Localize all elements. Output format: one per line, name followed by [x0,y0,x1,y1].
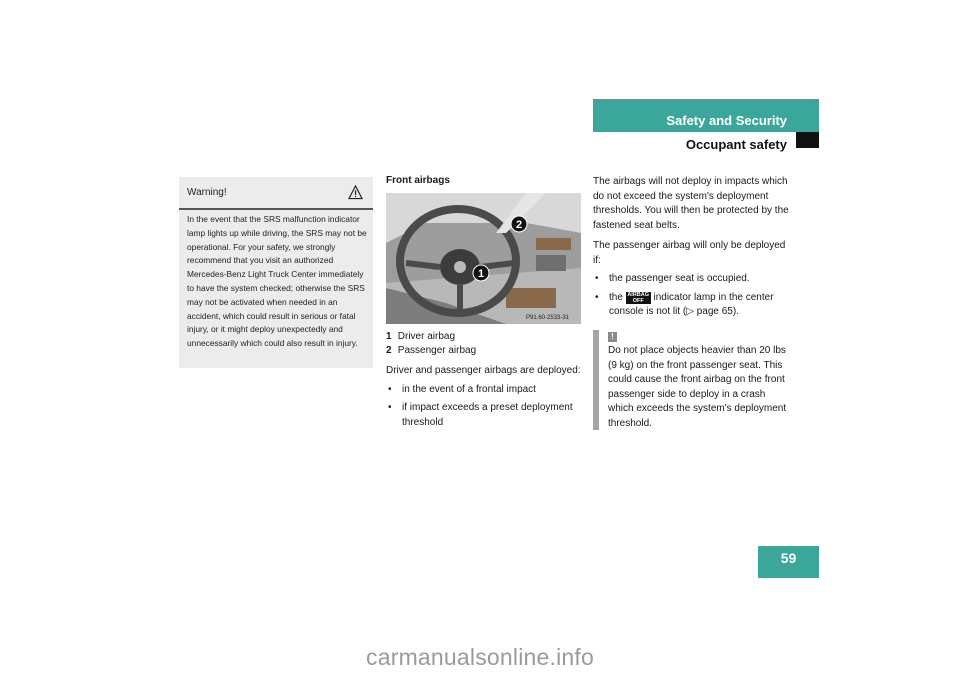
deploy-condition: • in the event of a frontal impact [386,383,581,398]
deploy-condition: • if impact exceeds a preset deployment threshold [386,401,581,430]
dashboard-illustration [386,193,581,324]
passenger-condition: • the passenger seat is occupied. [593,272,789,287]
warning-text: In the event that the SRS malfunction indicator lamp lights up while driving, the SRS may not be operational. For your safety, we strongly recommend that you visit an authorized Mercedes-Benz Light Truck Center immediately to have the system checked; otherwise the SRS may not be activated when needed in an accident, which could result in serious or fatal injury, or it might deploy unexpectedly and unnecessarily which could also result in injury. [187,214,367,349]
passenger-intro: The passenger airbag will only be deployed if: [593,240,786,266]
front-airbags-heading: Front airbags [386,175,450,186]
deploy-intro: Driver and passenger airbags are deployed: [386,365,581,376]
exclamation-icon: ! [608,332,617,342]
photo-code: P91.60-2533-31 [526,315,570,321]
subsection-title: Occupant safety [685,137,787,152]
svg-text:1: 1 [477,268,485,280]
note-bar [593,330,599,430]
thresholds-text: The airbags will not deploy in impacts which do not exceed the system's deployment thresholds. You will then be protected by the fastened seat belts. [593,176,789,231]
note-box [593,330,789,432]
note-text: Do not place objects heavier than 20 lbs (9 kg) on the front passenger seat. This could cause the front airbag on the front passenger side to deploy in a crash which exceeds the system's deployment threshold. [608,345,787,429]
header-marker [796,132,819,148]
svg-text:2: 2 [515,219,523,231]
photo-legend [386,330,581,358]
subsection-header [593,0,819,160]
page-number-box [758,546,819,578]
callout-1-icon [472,264,490,282]
legend-item: 1 Driver airbag [386,331,456,342]
page-number: 59 [780,550,797,566]
warning-triangle-icon [348,185,363,200]
warning-box [179,177,373,368]
dashboard-photo [386,193,581,324]
airbag-off-icon: AIRBAG OFF [627,291,650,304]
passenger-condition: • the AIRBAG OFF indicator lamp in the center console is not lit (▷ page 65). [593,291,789,320]
legend-item: 2 Passenger airbag [386,345,477,356]
section-title: Safety and Security [666,113,787,128]
warning-title: Warning! [187,187,227,198]
callout-2-icon [510,215,528,233]
warning-divider [179,208,373,210]
watermark: carmanualsonline.info [366,644,594,670]
front-airbags-section [386,175,581,430]
deployment-info-section [593,175,789,431]
